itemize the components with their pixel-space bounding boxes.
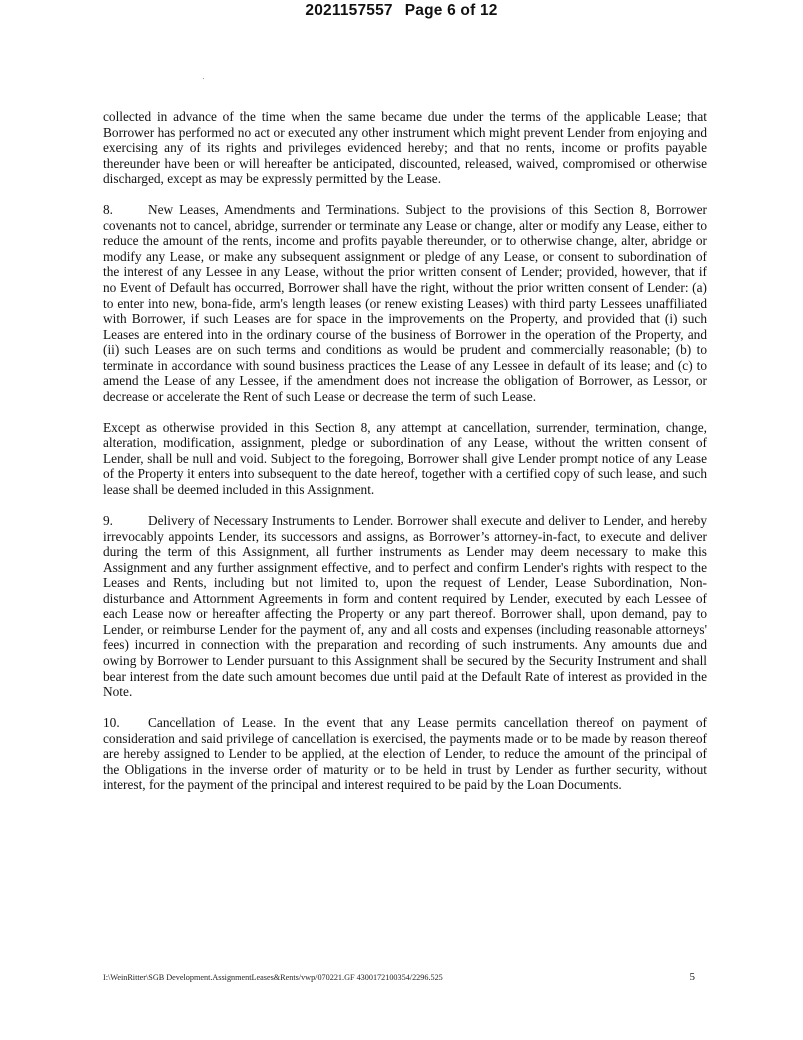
section-number: 10. — [103, 715, 120, 731]
document-header — [0, 2, 803, 20]
section-10-paragraph — [103, 715, 707, 793]
scan-speck — [203, 78, 204, 79]
section-8-continuation-paragraph — [103, 420, 707, 498]
continuation-paragraph: collected in advance of the time when the same became due under the terms of the applicable Lease; that Borrower has performed no act or executed any other instrument which might prevent Lender from enjoying and exercising any of its rights and privileges evidenced hereby; and that no rents, income or profits payable thereunder have been or will hereafter be anticipated, discounted, released, waived, compromised or otherwise discharged, except as may be expressly permitted by the Lease. — [103, 109, 707, 187]
section-text: New Leases, Amendments and Terminations. Subject to the provisions of this Section 8, Borrower covenants not to cancel, abridge, surrender or terminate any Lease or change, alter or modify any Lease, either to reduce the amount of the rents, income and profits payable thereunder, or to otherwise change, alter, abridge or modify any Lease, or make any subsequent assignment or pledge of any Lease, or consent to subordination of the interest of any Lessee in any Lease, without the prior written consent of Lender; provided, however, that if no Event of Default has occurred, Borrower shall have the right, without the prior written consent of Lender: (a) to enter into new, bona-fide, arm's length leases (or renew existing Leases) with third party Lessees unaffiliated with Borrower, if such Leases are for space in the improvements on the Property, and provided that (i) such Leases are entered into in the ordinary course of the business of Borrower in the operation of the Property, and (ii) such Leases are on such terms and conditions as would be prudent and commercially reasonable; (b) to terminate in accordance with sound business practices the Lease of any Lessee in default of its lease; and (c) to amend the Lease of any Lessee, if the amendment does not increase the obligation of Borrower, as Lessor, or decrease or accelerate the Rent of such Lease or decrease the term of such Lease. — [103, 202, 707, 404]
section-text: Cancellation of Lease. In the event that any Lease permits cancellation thereof on payment of consideration and said privilege of cancellation is exercised, the payments made or to be made by reason thereof are hereby assigned to Lender to be applied, at the election of Lender, to reduce the amount of the principal of the Obligations in the inverse order of maturity or to be held in trust by Lender as further security, without interest, for the payment of the principal and interest required to be paid by the Loan Documents. — [103, 715, 707, 793]
section-number: 8. — [103, 202, 114, 218]
document-body — [103, 109, 707, 808]
footer-page-number: 5 — [689, 971, 695, 983]
section-text: Except as otherwise provided in this Section 8, any attempt at cancellation, surrender, termination, change, alteration, modification, assignment, pledge or subordination of any Lease, without the written consent of Lender, shall be null and void. Subject to the foregoing, Borrower shall give Lender prompt notice of any Lease of the Property it enters into subsequent to the date hereof, together with a certified copy of such lease, and such lease shall be deemed included in this Assignment. — [103, 419, 707, 498]
section-number: 9. — [103, 513, 114, 529]
document-number: 2021157557 — [305, 2, 393, 19]
page-indicator: Page 6 of 12 — [404, 2, 498, 19]
section-text: Delivery of Necessary Instruments to Lender. Borrower shall execute and deliver to Lender, and hereby irrevocably appoints Lender, its successors and assigns, as Borrower’s attorney-in-fact, to execute and deliver during the term of this Assignment, all further instruments as Lender may deem necessary to make this Assignment and any further assignment effective, and to perfect and confirm Lender's rights with respect to the Leases and Rents, including but not limited to, upon the request of Lender, Lease Subordination, Non-disturbance and Attornment Agreements in form and content required by Lender, executed by each Lessee of each Lease now or hereafter affecting the Property or any part thereof. Borrower shall, upon demand, pay to Lender, or reimburse Lender for the payment of, any and all costs and expenses (including reasonable attorneys' fees) incurred in connection with the preparation and recording of such instruments. Any amounts due and owing by Borrower to Lender pursuant to this Assignment shall be secured by the Security Instrument and shall bear interest from the date such amount becomes due until paid at the Default Rate of interest as provided in the Note. — [103, 513, 707, 700]
section-8-paragraph — [103, 202, 707, 404]
document-footer — [103, 971, 695, 983]
footer-file-path: I:\WeinRitter\SGB Development.AssignmentLeases&Rents/vwp/070221.GF 4300172100354/2296.525 — [103, 973, 443, 982]
section-9-paragraph — [103, 513, 707, 700]
